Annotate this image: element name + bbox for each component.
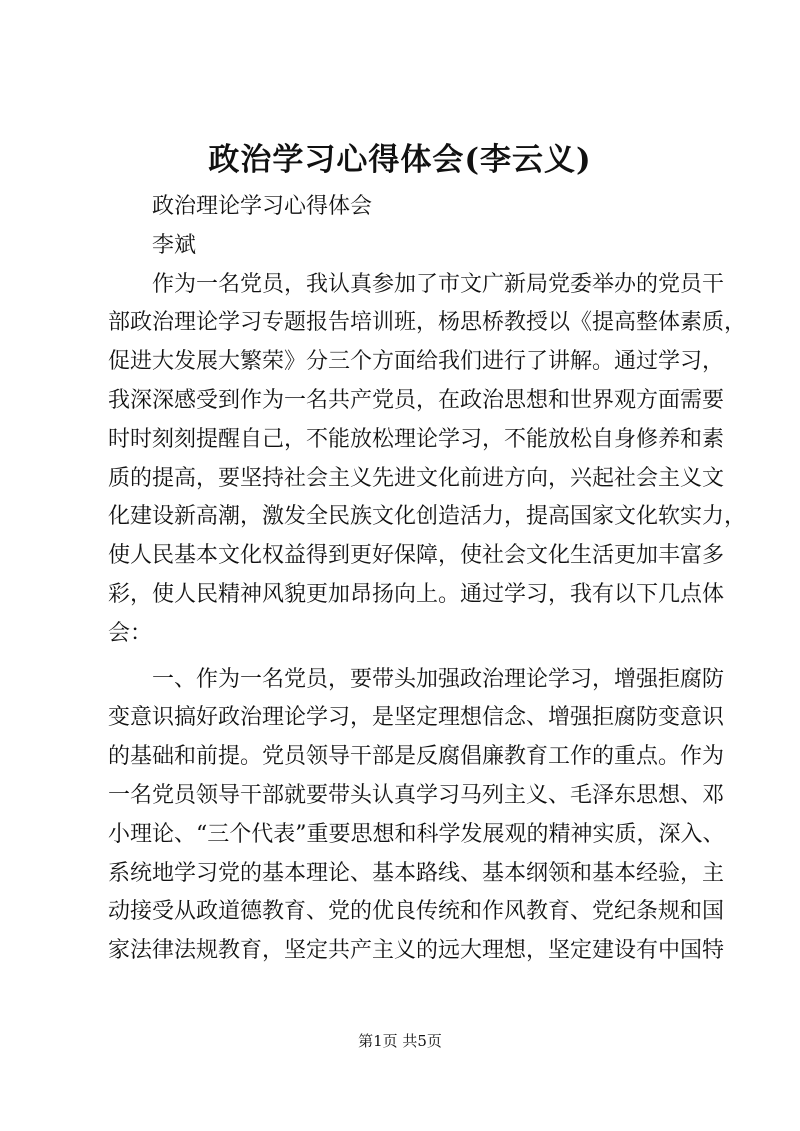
paragraph-line: 会：: [108, 620, 153, 646]
paragraph-line: 的基础和前提。党员领导干部是反腐倡廉教育工作的重点。作为: [108, 744, 725, 770]
paragraph-line: 一名党员领导干部就要带头认真学习马列主义、毛泽东思想、邓: [108, 782, 725, 808]
subtitle: 政治理论学习心得体会: [152, 194, 373, 219]
paragraph-line: 促进大发展大繁荣》分三个方面给我们进行了讲解。通过学习，: [108, 349, 725, 375]
paragraph-line: 时时刻刻提醒自己，不能放松理论学习，不能放松自身修养和素: [108, 426, 725, 452]
paragraph-line: 作为一名党员，我认真参加了市文广新局党委举办的党员干: [152, 271, 725, 297]
paragraph-2: [108, 661, 725, 971]
author-name: 李斌: [152, 232, 197, 258]
paragraph-line: 变意识搞好政治理论学习，是坚定理想信念、增强拒腐防变意识: [108, 705, 725, 731]
paragraph-line: 动接受从政道德教育、党的优良传统和作风教育、党纪条规和国: [108, 899, 725, 925]
paragraph-line: 质的提高，要坚持社会主义先进文化前进方向，兴起社会主义文: [108, 465, 725, 491]
paragraph-spacer: [108, 654, 706, 661]
paragraph-line: 小理论、“三个代表”重要思想和科学发展观的精神实质，深入、: [108, 821, 725, 847]
page-title: 政治学习心得体会(李云义): [208, 142, 592, 178]
paragraph-line: 化建设新高潮，激发全民族文化创造活力，提高国家文化软实力，: [108, 504, 747, 530]
paragraph-line: 系统地学习党的基本理论、基本路线、基本纲领和基本经验，主: [108, 860, 725, 886]
paragraph-line: 使人民基本文化权益得到更好保障，使社会文化生活更加丰富多: [108, 543, 725, 569]
paragraph-line: 我深深感受到作为一名共产党员，在政治思想和世界观方面需要: [108, 387, 725, 413]
paragraph-line: 家法律法规教育，坚定共产主义的远大理想，坚定建设有中国特: [108, 938, 725, 964]
page-number: 第1页 共5页: [358, 1032, 442, 1050]
paragraph-line: 部政治理论学习专题报告培训班，杨思桥教授以《提高整体素质，: [108, 310, 747, 336]
document-body: [108, 188, 747, 971]
paragraph-line: 一、作为一名党员，要带头加强政治理论学习，增强拒腐防: [152, 666, 725, 692]
paragraph-1: [108, 266, 747, 654]
paragraph-line: 彩，使人民精神风貌更加昂扬向上。通过学习，我有以下几点体: [108, 581, 725, 607]
